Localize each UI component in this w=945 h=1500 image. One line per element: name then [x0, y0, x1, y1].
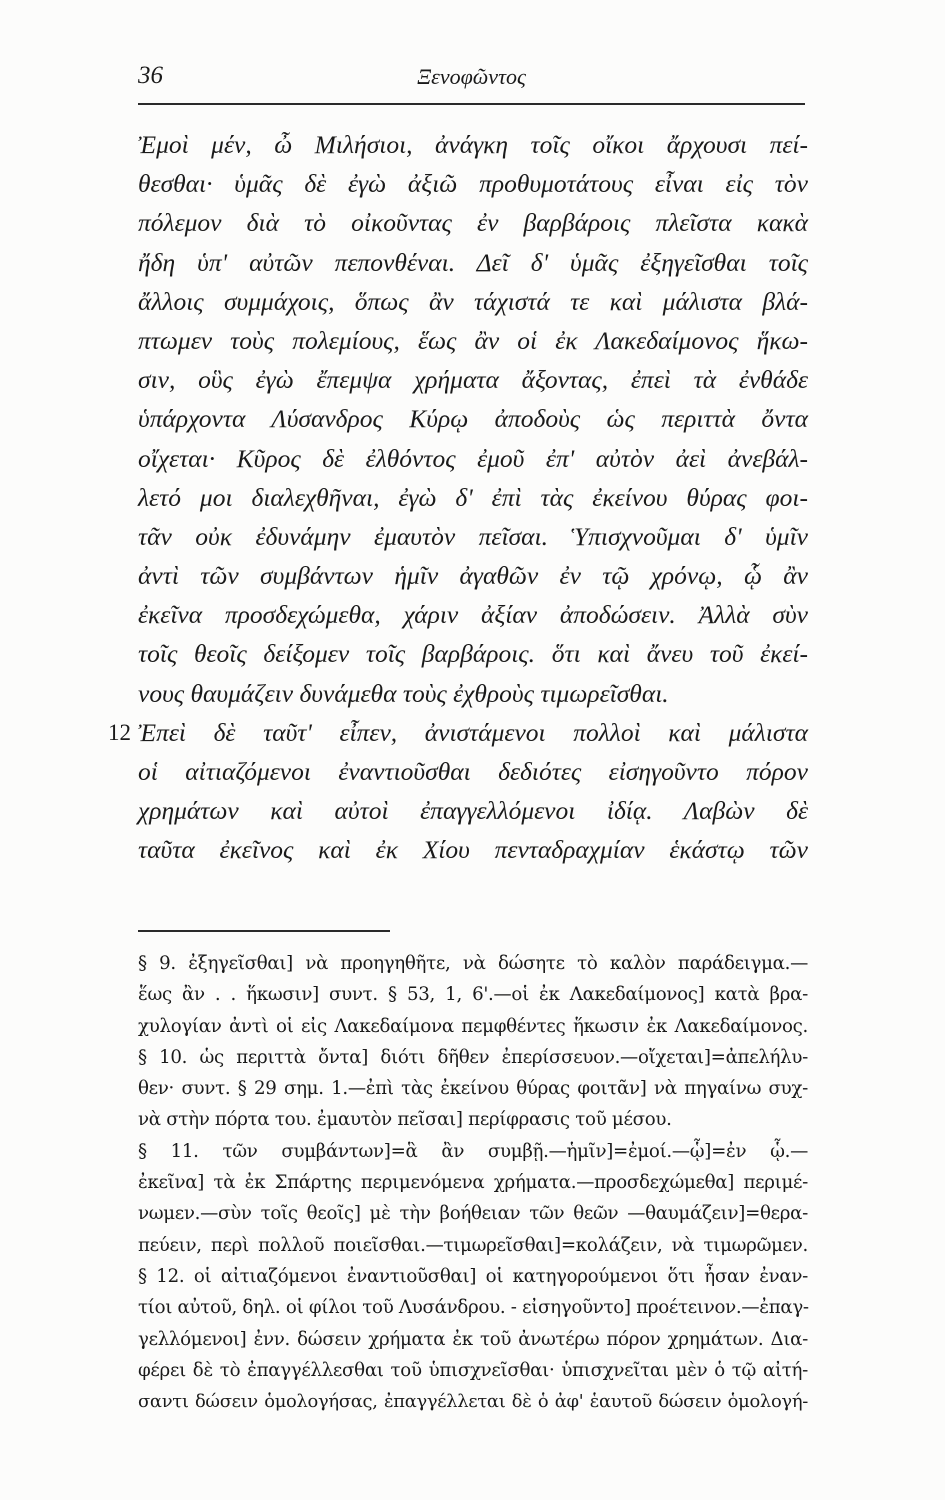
main-text-line: λετό μοι διαλεχθῆναι, ἐγὼ δ' ἐπὶ τὰς ἐκείνου θύρας φοι- [138, 482, 808, 512]
main-text-line: ἤδη ὑπ' αὐτῶν πεπονθέναι. Δεῖ δ' ὑμᾶς ἐξηγεῖσθαι τοῖς [138, 247, 808, 277]
footnote-line: φέρει δὲ τὸ ἐπαγγέλλεσθαι τοῦ ὑπισχνεῖσθαι· ὑπισχνεῖται μὲν ὁ τῷ αἰτή- [138, 1359, 808, 1381]
footnote-line: ἐκεῖνα] τὰ ἐκ Σπάρτης περιμενόμενα χρήματα.—προσδεχώμεθα] περιμέ- [138, 1172, 808, 1194]
main-text-line: οἴχεται· Κῦρος δὲ ἐλθόντος ἐμοῦ ἐπ' αὐτὸν ἀεὶ ἀνεβάλ- [138, 443, 808, 473]
running-title: Ξενοφῶντος [417, 64, 526, 89]
footnote-line: σαντι δώσειν ὁμολογήσας, ἐπαγγέλλεται δὲ ὁ ἀφ' ἑαυτοῦ δώσειν ὁμολογή- [138, 1391, 808, 1413]
footnote-line: νωμεν.—σὺν τοῖς θεοῖς] μὲ τὴν βοήθειαν τῶν θεῶν —θαυμάζειν]=θερα- [138, 1203, 808, 1225]
main-text-line: ταῦτα ἐκεῖνος καὶ ἐκ Χίου πενταδραχμίαν ἑκάστῳ τῶν [138, 835, 808, 865]
page-number: 36 [138, 62, 163, 89]
footnote-rule [138, 930, 390, 932]
main-text-line: νους θαυμάζειν δυνάμεθα τοὺς ἐχθροὺς τιμωρεῖσθαι. [138, 678, 669, 708]
main-text-line: οἱ αἰτιαζόμενοι ἐναντιοῦσθαι δεδιότες εἰσηγοῦντο πόρον [138, 757, 808, 786]
footnote-line: τίοι αὐτοῦ, δηλ. οἱ φίλοι τοῦ Λυσάνδρου. - εἰσηγοῦντο] προέτεινον.—ἐπαγ- [138, 1297, 809, 1319]
main-text-line: πόλεμον διὰ τὸ οἰκοῦντας ἐν βαρβάροις πλεῖστα κακὰ [138, 208, 808, 238]
main-text-line: Ἐμοὶ μέν, ὦ Μιλήσιοι, ἀνάγκη τοῖς οἴκοι ἄρχουσι πεί- [138, 130, 808, 159]
footnote-line: νὰ στὴν πόρτα του. ἐμαυτὸν πεῖσαι] περίφρασις τοῦ μέσου. [138, 1109, 672, 1131]
main-text-line: ὑπάρχοντα Λύσανδρος Κύρῳ ἀποδοὺς ὡς περιττὰ ὄντα [138, 404, 808, 434]
footnote-line: § 10. ὡς περιττὰ ὄντα] διότι δῆθεν ἐπερίσσευον.—οἴχεται]=ἀπελήλυ- [138, 1046, 808, 1068]
section-marker: 12 [108, 719, 131, 745]
main-text-line: πτωμεν τοὺς πολεμίους, ἕως ἂν οἱ ἐκ Λακεδαίμονος ἥκω- [138, 325, 808, 355]
footnote-line: § 12. οἱ αἰτιαζόμενοι ἐναντιοῦσθαι] οἱ κατηγορούμενοι ὅτι ἦσαν ἐναν- [138, 1265, 808, 1287]
main-text-line: ἀντὶ τῶν συμβάντων ἡμῖν ἀγαθῶν ἐν τῷ χρόνῳ, ᾧ ἂν [138, 561, 808, 591]
footnote-line: θεν· συντ. § 29 σημ. 1.—ἐπὶ τὰς ἐκείνου θύρας φοιτᾶν] νὰ πηγαίνω συχ- [138, 1078, 808, 1100]
running-head [138, 62, 805, 98]
main-text-line: ἄλλοις συμμάχοις, ὅπως ἂν τάχιστά τε καὶ μάλιστα βλά- [138, 286, 808, 316]
footnote-line: χυλογίαν ἀντὶ οἱ εἰς Λακεδαίμονα πεμφθέντες ἥκωσιν ἐκ Λακεδαίμονος. [138, 1015, 808, 1037]
footnote-line: § 11. τῶν συμβάντων]=ἃ ἂν συμβῇ.—ἡμῖν]=ἐμοί.—ᾧ]=ἐν ᾧ.— [138, 1140, 808, 1162]
main-text-line: χρημάτων καὶ αὐτοὶ ἐπαγγελλόμενοι ἰδίᾳ. Λαβὼν δὲ [138, 796, 808, 826]
main-text-line: Ἐπεὶ δὲ ταῦτ' εἶπεν, ἀνιστάμενοι πολλοὶ καὶ μάλιστα [138, 717, 808, 747]
main-text [108, 125, 808, 870]
main-text-line: τᾶν οὐκ ἐδυνάμην ἐμαυτὸν πεῖσαι. Ὑπισχνοῦμαι δ' ὑμῖν [138, 521, 808, 551]
footnote-line: γελλόμενοι] ἐνν. δώσειν χρήματα ἐκ τοῦ ἀνωτέρω πόρον χρημάτων. Δια- [138, 1328, 808, 1350]
main-text-line-with-marker [108, 713, 808, 752]
footnote-line: πεύειν, περὶ πολλοῦ ποιεῖσθαι.—τιμωρεῖσθαι]=κολάζειν, νὰ τιμωρῶμεν. [138, 1234, 808, 1256]
main-text-line: σιν, οὓς ἐγὼ ἔπεμψα χρήματα ἄξοντας, ἐπεὶ τὰ ἐνθάδε [138, 365, 808, 395]
main-text-line: τοῖς θεοῖς δείξομεν τοῖς βαρβάροις. ὅτι καὶ ἄνευ τοῦ ἐκεί- [138, 639, 808, 669]
main-text-line: ἐκεῖνα προσδεχώμεθα, χάριν ἀξίαν ἀποδώσειν. Ἀλλὰ σὺν [138, 600, 808, 630]
footnotes [138, 948, 808, 1417]
footnote-line: § 9. ἐξηγεῖσθαι] νὰ προηγηθῆτε, νὰ δώσητε τὸ καλὸν παράδειγμα.— [138, 953, 808, 974]
main-text-line: θεσθαι· ὑμᾶς δὲ ἐγὼ ἀξιῶ προθυμοτάτους εἶναι εἰς τὸν [138, 169, 808, 199]
footnote-line: ἕως ἂν . . ἥκωσιν] συντ. § 53, 1, 6'.—οἱ ἐκ Λακεδαίμονος] κατὰ βρα- [138, 984, 808, 1006]
header-rule [138, 103, 805, 105]
